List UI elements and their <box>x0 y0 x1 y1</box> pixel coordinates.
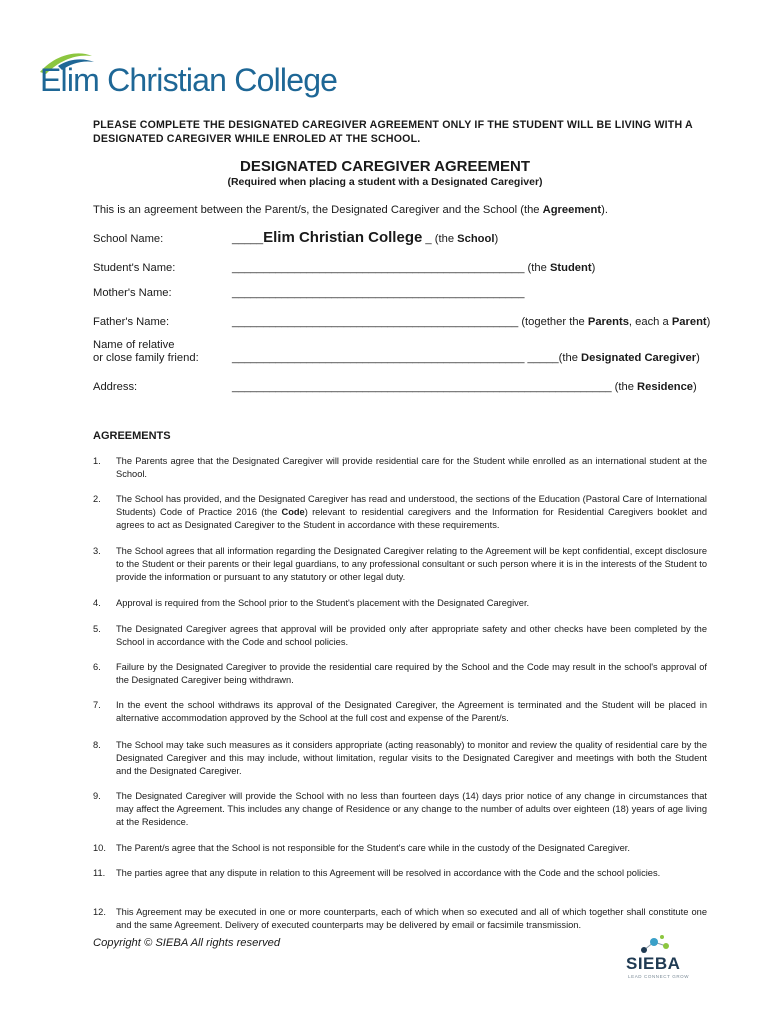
school-name-label: School Name: <box>93 233 164 245</box>
student-name-label: Student's Name: <box>93 262 176 274</box>
sieba-wordmark: SIEBA <box>626 954 681 973</box>
agreements-heading: AGREEMENTS <box>93 430 171 442</box>
mother-name-label: Mother's Name: <box>93 287 172 299</box>
intro-paragraph: This is an agreement between the Parent/s, the Designated Caregiver and the School (the Agreement). <box>93 204 608 216</box>
school-name-field[interactable]: _____Elim Christian College _ (the School) <box>232 229 499 246</box>
relative-name-label: Name of relative or close family friend: <box>93 339 199 364</box>
father-name-field[interactable]: ______________________________________________ (together the Parents, each a Parent) <box>232 316 711 328</box>
relative-name-field[interactable]: _______________________________________________ _____(the Designated Caregiver) <box>232 352 700 364</box>
sieba-logo <box>626 934 696 984</box>
address-field[interactable]: _____________________________________________________________ (the Residence) <box>232 381 697 393</box>
address-label: Address: <box>93 381 138 393</box>
logo-wordmark: Elim Christian College <box>40 62 338 98</box>
sieba-tagline: LEAD CONNECT GROW <box>628 974 690 979</box>
college-logo <box>36 48 338 106</box>
page-subtitle: (Required when placing a student with a Designated Caregiver) <box>227 176 543 188</box>
father-name-label: Father's Name: <box>93 316 170 328</box>
completion-notice: PLEASE COMPLETE THE DESIGNATED CAREGIVER AGREEMENT ONLY IF THE STUDENT WILL BE LIVING WITH A DESIGNATED CAREGIVER WHILE ENROLED AT THE SCHOOL. <box>93 119 693 145</box>
copyright-notice: Copyright © SIEBA All rights reserved <box>93 937 281 949</box>
student-name-field[interactable]: _______________________________________________ (the Student) <box>232 262 596 274</box>
page-title: DESIGNATED CAREGIVER AGREEMENT <box>239 158 531 175</box>
sieba-dots-icon <box>636 934 676 956</box>
mother-name-field[interactable]: _______________________________________________ <box>232 287 525 299</box>
